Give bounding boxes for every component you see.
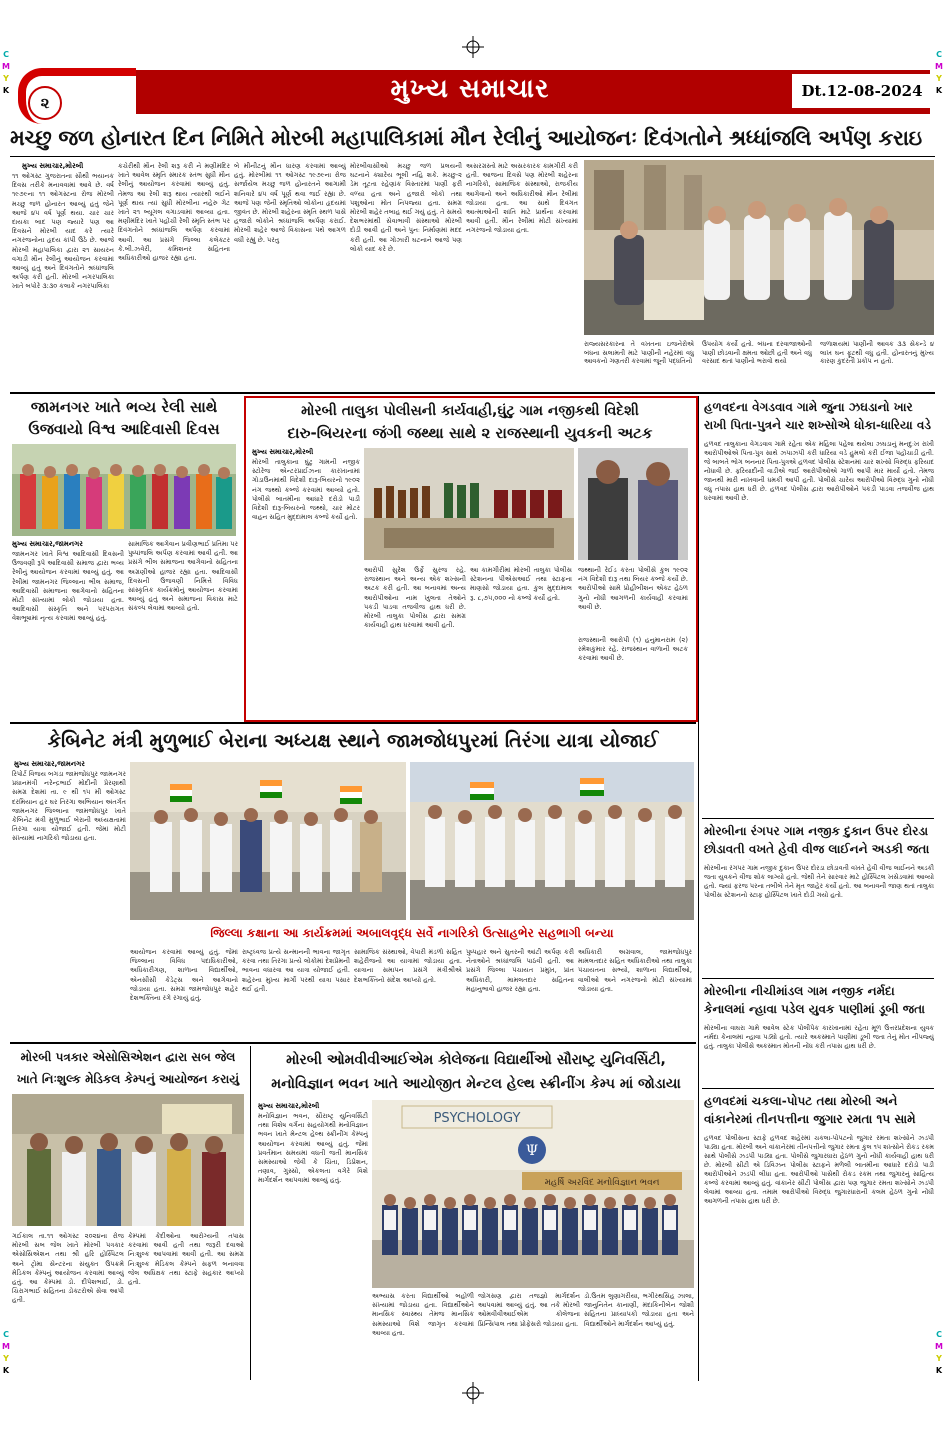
story6-byline: મુખ્ય સમાચાર,મોરબી: [258, 1102, 320, 1110]
reg-mark-m: M: [2, 62, 10, 71]
story4-col5: પુષ્પહાર અને સુતરની આંટી અર્પણ કરી નેતાઓને શ્રધ્ધાંજલિ પાઠવી હતી. આ પ્રસંગે જિલ્લા પંચાયત પ્રમુખ, પ્રાંત અધિકારી, મામલતદાર સહિતના મહાનુભાવો હાજર રહ્યા હતા.: [466, 948, 574, 993]
building-banner: મહર્ષિ અરવિંદ મનોવિજ્ઞાન ભવન: [544, 1178, 660, 1188]
section-title: મુખ્ય સમાચાર: [390, 74, 550, 104]
story1-photo: [584, 160, 934, 335]
story2-headline-line2: ઉજવાયો વિશ્વ આદિવાસી દિવસ: [28, 420, 220, 438]
story4-headline: કેબિનેટ મંત્રી મુળુભાઈ બેરાના અધ્યક્ષ સ્થાને જામજોધપુરમાં તિરંગા યાત્રા યોજાઈ: [47, 730, 659, 752]
crop-mark-bottom-icon: [462, 1382, 484, 1404]
divider: [10, 156, 935, 157]
story1-caption-right: જળાશયમાં પાણીની આવક ૩૩ સેકન્ડે ૪ લાખ ઘન ફૂટથી વધુ હતી. હોનારતનું મુખ્ય કારણ કુદરતી પ્રકોપ ન હતો.: [820, 340, 934, 365]
story4-photo-left: [130, 762, 406, 920]
story6-photo: [372, 1100, 694, 1288]
psychology-sign: PSYCHOLOGY: [433, 1111, 521, 1126]
edition-date: Dt.12-08-2024: [792, 74, 932, 108]
story1-col4: મોરબીવાસીઓ મચ્છુ જળ પ્રલયની ઘટનાને ક્યારેય ભૂલી નહિ શકે. મચ્છુ-૨ ડેમ તૂટતા રહેણાંક વિસ્તારમાં પાણી ફરી વળ્યા હતા અને હજારો લોકો તથા પશુઓના મોત નિપજ્યા હતા. સમગ્ર મોરબી શહેર તબાહ થઈ ગયું હતું. તે સમયે દેશભરમાંથી સેવાભાવી સંસ્થાઓ મોરબી દોડી આવી હતી અને પુનઃ નિર્માણમાં મદદ કરી હતી. આ ગોઝારી ઘટનાને આજે પણ લોકો યાદ કરે છે.: [350, 162, 462, 253]
right-t2: મોરબીના રંગપર ગામ નજીક દુકાન ઉપર દોરડા છોડાવતી વખતે હેવી વીજ લાઈનને અડકી જતા યુવકને વીજ શોક લાગ્યો હતો. જેથી તેને સારવાર માટે હોસ્પિટલ ખસેડવામાં આવ્યો હતો. જ્યાં ફરજ પરના તબીબે તેને મૃત જાહેર કર્યો હતો. આ બનાવની જાણ થતાં તાલુકા પોલીસ સ્ટેશનનો સ્ટાફ હોસ્પિટલ ખાતે દોડી ગયો હતો.: [704, 864, 934, 899]
divider: [10, 722, 696, 724]
reg-mark-k: K: [2, 86, 10, 95]
divider: [702, 1088, 934, 1089]
reg-mark-y-bottom: Y: [3, 1354, 9, 1363]
right-h3: મોરબીના નીચીમાંડલ ગામ નજીક નર્મદા કેનાલમાં ન્હાવા પડેલ યુવક પાણીમાં ડૂબી જતા: [704, 984, 925, 1016]
reg-mark-c-right: C: [936, 50, 942, 59]
story4-subhead: જિલ્લા કક્ષાના આ કાર્યક્રમમાં અબાલવૃદ્ધ સર્વે નાગરિકો ઉત્સાહભેર સહભાગી બન્યા: [210, 926, 614, 940]
story5-photo: [12, 1094, 244, 1226]
divider: [10, 392, 935, 394]
reg-mark-c-bottom: C: [3, 1330, 9, 1339]
story2-headline-line1: જામનગર ખાતે ભવ્ય રેલી સાથે: [30, 398, 218, 416]
story1-byline: મુખ્ય સમાચાર,મોરબી: [22, 162, 84, 170]
story1-caption-mid: ઉપયોગ કર્યો હતો. બંધના દરવાજાઓની પાણી છોડવાની ક્ષમતા ઓછી હતી અને વધુ વરસાદ થતાં પાણીનો ભરાવો થયો: [702, 340, 812, 365]
right-t3: મોરબીના વાઘરા ગામે આવેલ સ્ટેક પોલીપેક કારખાનામાં રહેતા મૂળ ઉત્તરપ્રદેશના યુવક નર્મદા કેનાલમાં ન્હાવા પડ્યો હતો. ત્યારે અકસ્માતે પાણીમાં ડૂબી જતા તેનું મોત નીપજ્યું હતું. તાલુકા પોલીસે અકસ્માત મોતની નોંધ કરી તપાસ હાથ ધરી છે.: [704, 1024, 934, 1050]
reg-mark-k-bottom-right: K: [935, 1366, 943, 1375]
story1-col5: અસરગ્રસ્તો માટે અસરકારક કામગીરી કરી હતી. આજના દિવસે પણ મોરબી શહેરના નાગરિકો, સામાજિક સંસ્થાઓ, રાજકીય આગેવાનો અને અધિકારીઓ મૌન રેલીમાં જોડાયા હતા. આ સાથે દિવંગત આત્માઓની શાંતિ માટે પ્રાર્થના કરવામાં આવી હતી. મૌન રેલીમાં મોટી સંખ્યામાં નગરજનો જોડાયા હતા.: [466, 162, 578, 235]
story1-col3: બે મીનીટનું મૌન ધારણ કરવામાં આવ્યું હતું. મોરબીમાં ૧૧ ઓગસ્ટ ૧૯૭૯ના રોજ સર્જાયેલ મચ્છુ જળ હોનારતને આગામી શનિવારે ૪૫ વર્ષ પૂર્ણ થવા જઈ રહ્યા છે. આજે પણ જેની સ્મૃતિઓ લોકોના હૃદયમાં જીવંત છે. મોરબી શહેરના સ્મૃતિ સ્થળ પાસે હજારો લોકોને શ્રધ્ધાંજલિ અર્પણ કરાઈ. મોરબી શહેર આજે વિકાસના પંથે આગળ વધી રહ્યું છે. પરંતુ: [234, 162, 346, 244]
divider: [10, 1042, 696, 1044]
story5-col2: કેમ્પમાં કેદીઓના આરોગ્યની તપાસ કરવામાં આવી હતી તથા જરૂરી દવાઓ નિઃશુલ્ક આપવામાં આવી હતી. આ સમગ્ર નિઃશુલ્ક મેડિકલ કેમ્પને સફળ બનાવવા જેલ અધિક્ષક તથા સ્ટાફે સહકાર આપ્યો હતો.: [128, 1232, 244, 1287]
story6-col3: જોગસણ દ્વારા તજજ્ઞો માર્ગદર્શન આપવામાં આવ્યું હતું. આ તકે મોરબી ઓમવીવીઆઈએમ કોલેજના પ્રિન્સિપાલ તથા પ્રોફેસરો જોડાયા હતા.: [478, 1292, 580, 1328]
right-h4: હળવદમાં ચકલા-પોપટ તથા મોરબી અને વાંકાનેરમાં તીનપત્તીના જુગાર રમતા ૧૫ સામે: [704, 1094, 916, 1126]
psi-logo-icon: Ψ: [525, 1143, 539, 1159]
story2-col2: સામાજિક આગેવાન પ્રવીણભાઈ પ્રતિમા પર પુષ્પાંજલિ અર્પણ કરવામાં આવી હતી. આ પ્રસંગે ભીલ સમાજના આગેવાનો સહિતના અગ્રણીઓ હાજર રહ્યા હતા. આદિવાસી દિવસની ઉજવણી નિમિત્તે વિવિધ સાંસ્કૃતિક કાર્યક્રમોનું આયોજન કરવામાં આવ્યું હતું અને સમાજના વિકાસ માટે સંકલ્પ લેવામાં આવ્યો હતો.: [128, 540, 238, 613]
divider: [702, 818, 934, 819]
story3-col5: રાજસ્થાની આરોપી (૧) હનુમાનરામ (૨) રમેશકુમાર રહે. રાજસ્થાન વાળાની અટક કરવામાં આવી છે.: [578, 636, 688, 663]
right-t4: હળવદ પોલીસના સ્ટાફે હળવદ શહેરમાં ચકલા-પોપટનો જુગાર રમતા શખ્સોને ઝડપી પાડ્યા હતા. મોરબી અને વાંકાનેરમાં તીનપત્તીનો જુગાર રમતા કુલ ૧૫ શખ્સોને રોકડ રકમ સાથે પોલીસે ઝડપી પાડ્યા હતા. પોલીસે જુગારધારા હેઠળ ગુનો નોંધી કાર્યવાહી હાથ ધરી છે. મોરબી સીટી એ ડિવિઝન પોલીસ સ્ટાફને મળેલી બાતમીના આધારે દરોડો પાડી આરોપીઓને ઝડપી લીધા હતા. આરોપીઓ પાસેથી રોકડ રકમ તથા જુગારનું સાહિત્ય કબ્જે કરવામાં આવ્યું હતું. વાંકાનેર સીટી પોલીસ દ્વારા પણ જુગાર રમતા શખ્સોને ઝડપી લેવામાં આવ્યા હતા. તમામ આરોપીઓ વિરુદ્ધ જુગારધારાની કલમ હેઠળ ગુનો નોંધી આગળની તપાસ હાથ ધરી છે.: [704, 1134, 934, 1205]
right-h2: મોરબીના રંગપર ગામ નજીક દુકાન ઉપર દોરડા છોડાવતી વખતે હેવી વીજ લાઈનને અડકી જતા: [704, 824, 930, 856]
story3-col1: મોરબી તાલુકાના ઘુંટુ ગામની નજીક સ્ટોરેજ એન્ટરપ્રાઈઝના કારખાનામાં ગોડાઉનમાંથી વિદેશી દારૂ-બિયરનો ૧૯૦૨ નંગ જથ્થો કબ્જે કરવામાં આવ્યો હતો. પોલીસે બાતમીના આધારે દરોડો પાડી વિદેશી દારૂ-બિયરનો જથ્થો, ચાર મોટર વાહન સહિત મુદ્દામાલ કબ્જે કર્યો હતો.: [252, 458, 360, 522]
reg-mark-m-right: M: [935, 62, 943, 71]
reg-mark-k-bottom: K: [2, 1366, 10, 1375]
story6-col1: મનોવિજ્ઞાન ભવન, સૌરાષ્ટ્ર યુનિવર્સિટી તથા વિશેષ વર્ગના સહયોગથી મનોવિજ્ઞાન ભવન ખાતે મેન્ટલ હેલ્થ સ્ક્રીનીંગ કેમ્પનું આયોજન કરવામાં આવ્યું હતું. જેમાં પ્રવર્તમાન સમયમાં વધતી જતી માનસિક સમસ્યાઓ જેવી કે ચિંતા, ડિપ્રેશન, તણાવ, ગુસ્સો, એકલતા વગેરે વિશે માર્ગદર્શન આપવામાં આવ્યું હતું.: [258, 1112, 368, 1185]
story2-byline: મુખ્ય સમાચાર,જામનગર: [12, 540, 83, 548]
story3-photo: [364, 448, 574, 560]
reg-mark-y-right: Y: [936, 74, 942, 83]
story1-col2: કચેરીથી મૌન રેલી શરૂ કરી ને મણીમંદિર ખાતે આવેલ સ્મૃતિ સ્મારક સ્તંભ સુધી મૌન રેલીનું આયોજન કરવામાં આવ્યું હતું. તેમજ આ રેલી શરૂ થાય ત્યારથી લઈને પૂર્ણ થાય ત્યાં સુધી મોરબીના નહેરુ ગેટ ખાતે ૨૧ બ્યૂગલ વગાડવામાં આવ્યા હતા. મણીમંદિર ખાતે પહોંચી રેલી સ્મૃતિ સ્તંભ પર દિવંગતોને શ્રધ્ધાંજલિ અર્પણ કરવામાં આવી. આ પ્રસંગે જિલ્લા કલેક્ટર કે.બી.ઝવેરી, કમિશનર સહિતના અધિકારીઓ હાજર રહ્યા હતા.: [118, 162, 230, 263]
story3-headline-line1: મોરબી તાલુકા પોલીસની કાર્યવાહી,ઘુંટુ ગામ નજીકથી વિદેશી: [301, 403, 639, 419]
story4-col1: રિપોર્ટ વિજય બગડા જામજોધપુર જામનગર પ્રધાનમંત્રી નરેન્દ્રભાઈ મોદીની પ્રેરણાથી સમગ્ર દેશમાં તા. ૯ થી ૧૫ મી ઓગસ્ટ દરમિયાન હર ઘર તિરંગા અભિયાન અંતર્ગત જામનગર જિલ્લાના જામજોધપુર ખાતે કેબિનેટ મંત્રી મુળુભાઈ બેરાની અધ્યક્ષતામાં તિરંગા યાત્રા યોજાઈ હતી. જેમાં મોટી સંખ્યામાં નાગરિકો જોડાયા હતા.: [12, 770, 126, 843]
story3-col2: આરોપી સુરેશ ઉર્ફે સુરજ રહે. રાજસ્થાન અને અન્ય એક શખ્સની અટક કરી હતી. આ બનાવમાં અન્ય આરોપીઓના નામ ખુલતા તેઓને પકડી પાડવા તજવીજ હાથ ધરી છે. મોરબી તાલુકા પોલીસ દ્વારા સમગ્ર કાર્યવાહી હાથ ધરવામાં આવી હતી.: [364, 566, 466, 630]
story2-photo: [12, 444, 236, 536]
divider: [250, 1046, 251, 1380]
reg-mark-c-bottom-right: C: [936, 1330, 942, 1339]
page-number: ૨: [28, 86, 62, 120]
story4-byline: મુખ્ય સમાચાર,જામનગર: [14, 760, 85, 768]
story4-col6: અધિકારી અગ્રવાલ, જામજોધપુર મામલતદાર સહિત અધિકારીઓ તથા તાલુકા પંચાયતના સભ્યો, શાળાના વિદ્યાર્થીઓ, વાલીઓ અને નગરજનો મોટી સંખ્યામાં જોડાયા હતા.: [578, 948, 692, 993]
story4-col2: આયોજન કરવામાં આવ્યું હતું. જેમાં જિલ્લાના વિવિધ પદાધિકારીઓ, અધિકારીગણ, શાળાના વિદ્યાર્થીઓ, એનસીસી કેડેટ્સ અને આગેવાનો જોડાયા હતા. સમગ્ર જામજોધપુર શહેર દેશભક્તિના રંગે રંગાયું હતું.: [130, 948, 238, 1003]
story3-col3: આ કામગીરીમાં મોરબી તાલુકા પોલીસ સ્ટેશનના પીએસઆઈ તથા સ્ટાફના માણસો જોડાયા હતા. કુલ મુદ્દામાલ રૂ. ૮,૭૫,૦૦૦ નો કબ્જે કર્યો હતો.: [470, 566, 572, 602]
story3-byline: મુખ્ય સમાચાર,મોરબી: [252, 448, 314, 456]
story6-headline-line1: મોરબી ઓમવીવીઆઈએમ કોલેજના વિદ્યાર્થીઓ સૌરાષ્ટ્ર યુનિવર્સિટી,: [286, 1052, 666, 1068]
story1-headline: મચ્છુ જળ હોનારત દિન નિમિતે મોરબી મહાપાલિકામાં મૌન રેલીનું આયોજનઃ દિવંગતોને શ્રધ્ધાંજલિ અર્પણ કરાઇ: [10, 126, 922, 150]
story3-col4: જથ્થાની રેઈડ કરતા પોલીસે કુલ ૧૯૦૨ નંગ વિદેશી દારૂ તથા બિયર કબ્જે કર્યો છે. આરોપીઓ સામે પ્રોહીબીશન એક્ટ હેઠળ ગુનો નોંધી આગળની કાર્યવાહી કરવામાં આવી છે.: [578, 566, 688, 611]
story4-photo-right: [410, 762, 694, 920]
story5-col1: ગઈકાલ તા.૧૧ ઓગસ્ટ ૨૦૨૪ના રોજ મોરબી સબ જેલ ખાતે મોરબી પત્રકાર એસોસિએશન તથા શ્રી હરિ હોસ્પિટલ અને ટ્રોમા સેન્ટરના સંયુક્ત ઉપક્રમે મેડિકલ કેમ્પનું આયોજન કરવામાં આવ્યું હતું. આ કેમ્પમાં ડો. દીપેશભાઈ, ડો. ચિરાગભાઈ સહિતના ડોક્ટરોએ સેવા આપી હતી.: [12, 1232, 124, 1305]
story6-col4: ડો.ઉતમ લુણાગરીયા, ભગીરથસિંહ ઝાલા, જાનુનિતેન કાનાણી, મંદાકિનીબેન જોશી સહિતના પ્રાધ્યાપકો જોડાયા હતા અને વિદ્યાર્થીઓને માર્ગદર્શન આપ્યું હતું.: [584, 1292, 694, 1328]
crop-mark-top-icon: [462, 36, 484, 58]
story2-col1: જામનગર ખાતે વિશ્વ આદિવાસી દિવસની ઉજવણી રૂપે આદિવાસી સમાજ દ્વારા ભવ્ય રેલીનું આયોજન કરવામાં આવ્યું હતું. આ રેલીમાં જામનગર જિલ્લાના ભીલ સમાજ, આદિવાસી સમાજના આગેવાનો સહિતના મોટી સંખ્યામાં લોકો જોડાયા હતા. આદિવાસી સંસ્કૃતિ અને પરંપરાગત વેશભૂષામાં નૃત્ય કરવામાં આવ્યું હતું.: [12, 550, 124, 623]
story1-caption-left: રાજ્યસરકારના તે વખતના ઇજનેરોએ બંધના સલામતી માટે પાણીની નહેરમાં વધુ આવકનો ગણતરી કરવામાં જૂની પદ્ધતિનો: [584, 340, 694, 365]
right-h1: હળવદના વેગડવાવ ગામે જુના ઝઘડાનો ખાર રાખી પિતા-પુત્રને ચાર શખ્સોએ ધોકા-ધારિયા વડે: [704, 400, 931, 432]
reg-mark-m-bottom-right: M: [935, 1342, 943, 1351]
story6-headline-line2: મનોવિજ્ઞાન ભવન ખાતે આયોજીત મેન્ટલ હેલ્થ સ્ક્રીનીંગ કેમ્પ માં જોડાયા: [271, 1076, 681, 1092]
story5-headline-line2: ખાતે નિઃશુલ્ક મેડિકલ કેમ્પનું આયોજન કરાયું: [16, 1072, 240, 1086]
story3-accused-photo: [578, 448, 688, 560]
right-t1: હળવદ તાલુકાના વેગડવાવ ગામે રહેતા એક મહિલા પહેલા થયેલા ઝઘડાનું મનદુઃખ રાખી આરોપીઓએ પિતા-પુત્ર સાથે ઝપાઝપી કરી ધારિયા વડે હુમલો કરી ઈજા પહોંચાડી હતી. જે બાબતે ભોગ બનનાર પિતા-પુત્રએ હળવદ પોલીસ સ્ટેશનમાં ચાર શખ્સો વિરુદ્ધ ફરિયાદ નોંધાવી છે. ફરિયાદીની વાડીએ જઈ આરોપીઓએ ગાળો આપી માર માર્યો હતો. તેમજ જાનથી મારી નાખવાની ધમકી આપી હતી. પોલીસે ચારેય આરોપીઓ વિરુદ્ધ ગુનો નોંધી વધુ તપાસ હાથ ધરી છે. હળવદ પોલીસ દ્વારા આરોપીઓને પકડી પાડવા તજવીજ હાથ ધરવામાં આવી છે.: [704, 440, 934, 502]
story1-col1: ૧૧ ઓગસ્ટ ગુજરાતના સૌથી ભયાનક દિવસ તરીકે મનાવવામાં આવે છે. વર્ષ ૧૯૭૯ના ૧૧ ઓગસ્ટના રોજ મોરબી મચ્છુ જળ હોનારત આવ્યું હતું જેને આજે ૪૫ વર્ષ પૂર્ણ થયા. ચાર ચાર દાયકા બાદ પણ જ્યારે પણ આ દિવસને મોરબી યાદ કરે ત્યારે નગરજનોના હૃદય કાંપી ઉઠે છે. આજે મોરબી મહાપાલિકા દ્વારા ૨૧ સાયરન વગાડી મૌન રેલીનું આયોજન કરવામાં આવ્યું હતું અને દિવંગતોને શ્રધ્ધાંજલિ અર્પણ કરી હતી. મોરબી નગરપાલિકા ખાતે બપોરે ૩:૩૦ કલાકે નગરપાલિકા: [12, 172, 114, 291]
story6-col2: અભ્યાસ કરતા વિદ્યાર્થીઓ બહોળી સંખ્યામાં જોડાયા હતા. વિદ્યાર્થીઓને માનસિક સ્વાસ્થ્ય તેમજ માનસિક સમસ્યાઓ વિશે જાગૃત કરવામાં આવ્યા હતા.: [372, 1292, 474, 1337]
right-col-divider: [698, 396, 699, 1381]
reg-mark-m-bottom: M: [2, 1342, 10, 1351]
story5-headline-line1: મોરબી પત્રકાર એસોસિએશન દ્વારા સબ જેલ: [20, 1050, 236, 1064]
story4-col3: રાષ્ટ્રધ્વજ પ્રત્યે સન્માનની ભાવના જાગૃત કરવા તથા તિરંગા પ્રત્યે લોકોમાં દેશપ્રેમની ભાવના વધારવા આ યાત્રા યોજાઈ હતી. શહેરના મુખ્ય માર્ગો પરથી યાત્રા પસાર થઈ હતી.: [242, 948, 350, 993]
story3-headline-line2: દારુ-બિયરના જંગી જથ્થા સાથે ૨ રાજસ્થાની યુવકની અટક: [287, 424, 653, 442]
reg-mark-y: Y: [3, 74, 9, 83]
reg-mark-c: C: [3, 50, 9, 59]
divider: [702, 978, 934, 979]
story4-col4: સામાજિક સંસ્થાઓ, વેપારી મંડળો સહિત શહેરીજનો આ યાત્રામાં જોડાયા હતા. યાત્રાના સમાપન પ્રસંગે મંત્રીશ્રીએ દેશભક્તિનો સંદેશ આપ્યો હતો.: [354, 948, 462, 984]
reg-mark-y-bottom-right: Y: [936, 1354, 942, 1363]
reg-mark-k-right: K: [935, 86, 943, 95]
